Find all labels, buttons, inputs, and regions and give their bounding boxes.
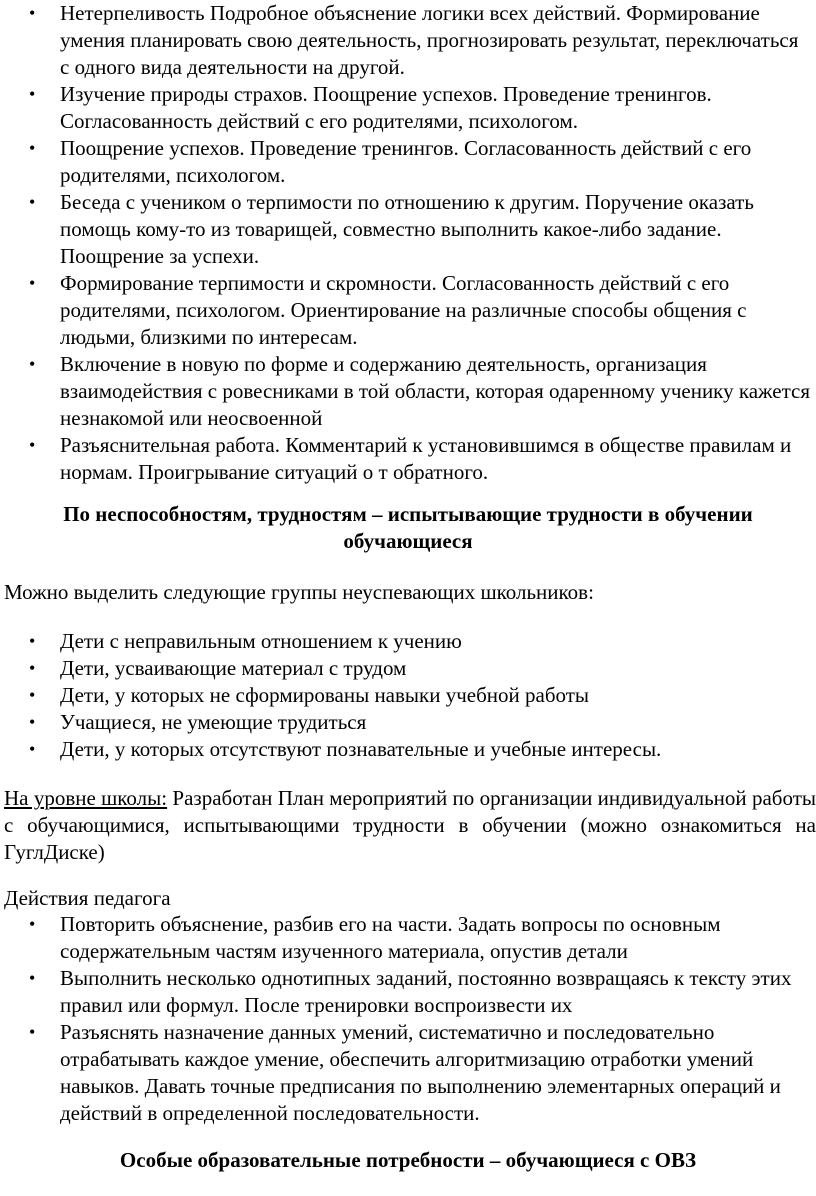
list-item: • Беседа с учеником о терпимости по отношению к другим. Поручение оказать помощь кому-то из товарищей, совместно выполнить какое-либо задание. Поощрение за успехи. bbox=[0, 189, 816, 270]
list-item: • Дети, у которых не сформированы навыки учебной работы bbox=[0, 682, 816, 709]
section-heading-ovz: Особые образовательные потребности – обучающиеся с ОВЗ bbox=[119, 1148, 697, 1172]
list-item: • Включение в новую по форме и содержанию деятельность, организация взаимодействия с ровесниками в той области, которая одаренному ученику кажется незнакомой или неосвоенной bbox=[0, 351, 816, 432]
groups-intro: Можно выделить следующие группы неуспевающих школьников: bbox=[4, 580, 594, 604]
list-item: • Учащиеся, не умеющие трудиться bbox=[0, 709, 816, 736]
groups-list bbox=[0, 628, 816, 763]
teacher-actions-list bbox=[0, 911, 816, 1127]
list-item: • Изучение природы страхов. Поощрение успехов. Проведение тренингов. Согласованность действий с его родителями, психологом. bbox=[0, 81, 816, 135]
list-item: • Дети, у которых отсутствуют познавательные и учебные интересы. bbox=[0, 736, 816, 763]
list-item: • Дети с неправильным отношением к учению bbox=[0, 628, 816, 655]
list-item: • Поощрение успехов. Проведение тренингов. Согласованность действий с его родителями, психологом. bbox=[0, 135, 816, 189]
school-level-text: Разработан План мероприятий по организации индивидуальной работы с обучающимися, испытывающими трудности в обучении (можно ознакомиться на ГуглДиске) bbox=[4, 786, 816, 864]
list-item: • Формирование терпимости и скромности. Согласованность действий с его родителями, психологом. Ориентирование на различные способы общения с людьми, близкими по интересам. bbox=[0, 270, 816, 351]
list-item: • Повторить объяснение, разбив его на части. Задать вопросы по основным содержательным частям изученного материала, опустив детали bbox=[0, 911, 816, 965]
section-heading-difficulties: По неспособностям, трудностям – испытывающие трудности в обучении обучающиеся bbox=[63, 502, 753, 553]
list-item: • Выполнить несколько однотипных заданий, постоянно возвращаясь к тексту этих правил или формул. После тренировки воспроизвести их bbox=[0, 965, 816, 1019]
list-item: • Разъяснительная работа. Комментарий к установившимся в обществе правилам и нормам. Проигрывание ситуаций о т обратного. bbox=[0, 432, 816, 486]
list-item: • Дети, усваивающие материал с трудом bbox=[0, 655, 816, 682]
list-item: • Разъяснять назначение данных умений, систематично и последовательно отрабатывать каждое умение, обеспечить алгоритмизацию отработки умений навыков. Давать точные предписания по выполнению элементарных операций и действий в определенной последовательности. bbox=[0, 1019, 816, 1127]
school-level-label: На уровне школы: bbox=[4, 786, 168, 810]
school-level-paragraph bbox=[0, 785, 816, 866]
teacher-actions-title: Действия педагога bbox=[4, 886, 171, 910]
list-item: • Нетерпеливость Подробное объяснение логики всех действий. Формирование умения планировать свою деятельность, прогнозировать результат, переключаться с одного вида деятельности на другой. bbox=[0, 0, 816, 81]
measures-list bbox=[0, 0, 816, 486]
